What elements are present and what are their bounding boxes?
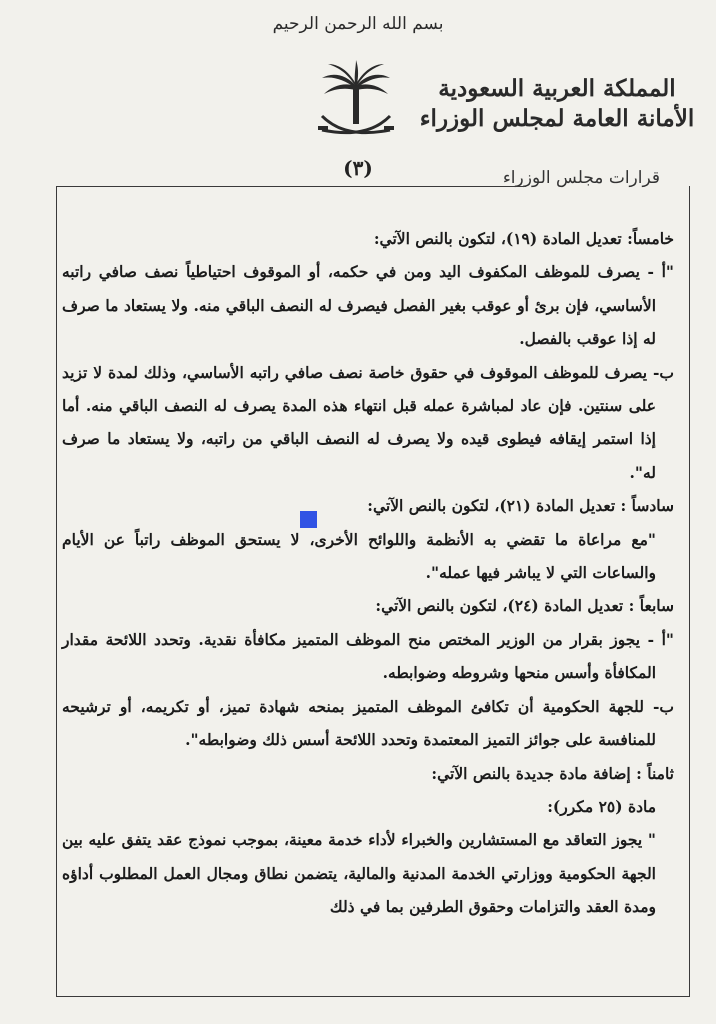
section-heading-7: سابعاً : تعديل المادة (٢٤)، لتكون بالنص الآتي: (375, 596, 674, 616)
section-7-item-b: ب- للجهة الحكومية أن تكافئ الموظف المتميز بمنحه شهادة تميز، أو تكريمه، أو ترشيحه للمنافسة على جوائز التميز المعتمدة وتحدد اللائحة أسس ذلك وضوابطه". (62, 696, 674, 750)
page-number: (٣) (343, 156, 373, 180)
article-text: " يجوز التعاقد مع المستشارين والخبراء لأداء خدمة معينة، بموجب نموذج عقد يتفق عليه بين الجهة الحكومية ووزارتي الخدمة المدنية والمالية، يتضمن نطاق ومجال العمل المطلوب أداؤه ومدة العقد والتزامات وحقوق الطرفين بما في ذلك (62, 830, 656, 917)
section-5-item-a: "أ - يصرف للموظف المكفوف اليد ومن في حكمه، أو الموقوف احتياطياً نصف صافي راتبه الأساسي، فإن برئ أو عوقب بغير الفصل فيصرف له النصف الباقي منه. ولا يستعاد ما صرف له إذا عوقب بالفصل. (62, 262, 674, 349)
section-5-item-b: ب- يصرف للموظف الموقوف في حقوق خاصة نصف صافي راتبه الأساسي، وذلك لمدة لا تزيد على سنتين. فإن عاد لمباشرة عمله قبل انتهاء هذه المدة يصرف له النصف الباقي منه. أما إذا استمر إيقافه فيطوى قيده ولا يصرف له النصف الباقي من راتبه، ولا يستعاد ما صرف له". (62, 362, 674, 482)
document-body (62, 222, 674, 924)
basmala: بسم الله الرحمن الرحيم (272, 14, 444, 34)
content-frame-top (56, 186, 526, 187)
document-header (0, 0, 716, 200)
issuing-authority (412, 74, 702, 134)
article-title: مادة (٢٥ مكرر): (547, 796, 656, 816)
org-name-secretariat: الأمانة العامة لمجلس الوزراء (419, 105, 695, 132)
section-heading-8: ثامناً : إضافة مادة جديدة بالنص الآتي: (431, 763, 674, 783)
saudi-emblem-icon (316, 60, 396, 146)
section-heading-6: سادساً : تعديل المادة (٢١)، لتكون بالنص الآتي: (367, 496, 674, 516)
org-name-kingdom: المملكة العربية السعودية (438, 75, 676, 102)
decisions-label: قرارات مجلس الوزراء (502, 168, 660, 188)
selection-marker (300, 511, 317, 528)
section-heading-5: خامساً: تعديل المادة (١٩)، لتكون بالنص الآتي: (373, 229, 674, 248)
section-7-item-a: "أ - يجوز بقرار من الوزير المختص منح الموظف المتميز مكافأة نقدية. وتحدد اللائحة مقدار المكافأة وأسس منحها وشروطه وضوابطه. (62, 629, 674, 683)
section-6-text: "مع مراعاة ما تقضي به الأنظمة واللوائح الأخرى، لا يستحق الموظف راتباً عن الأيام والساعات التي لا يباشر فيها عمله". (62, 529, 656, 583)
